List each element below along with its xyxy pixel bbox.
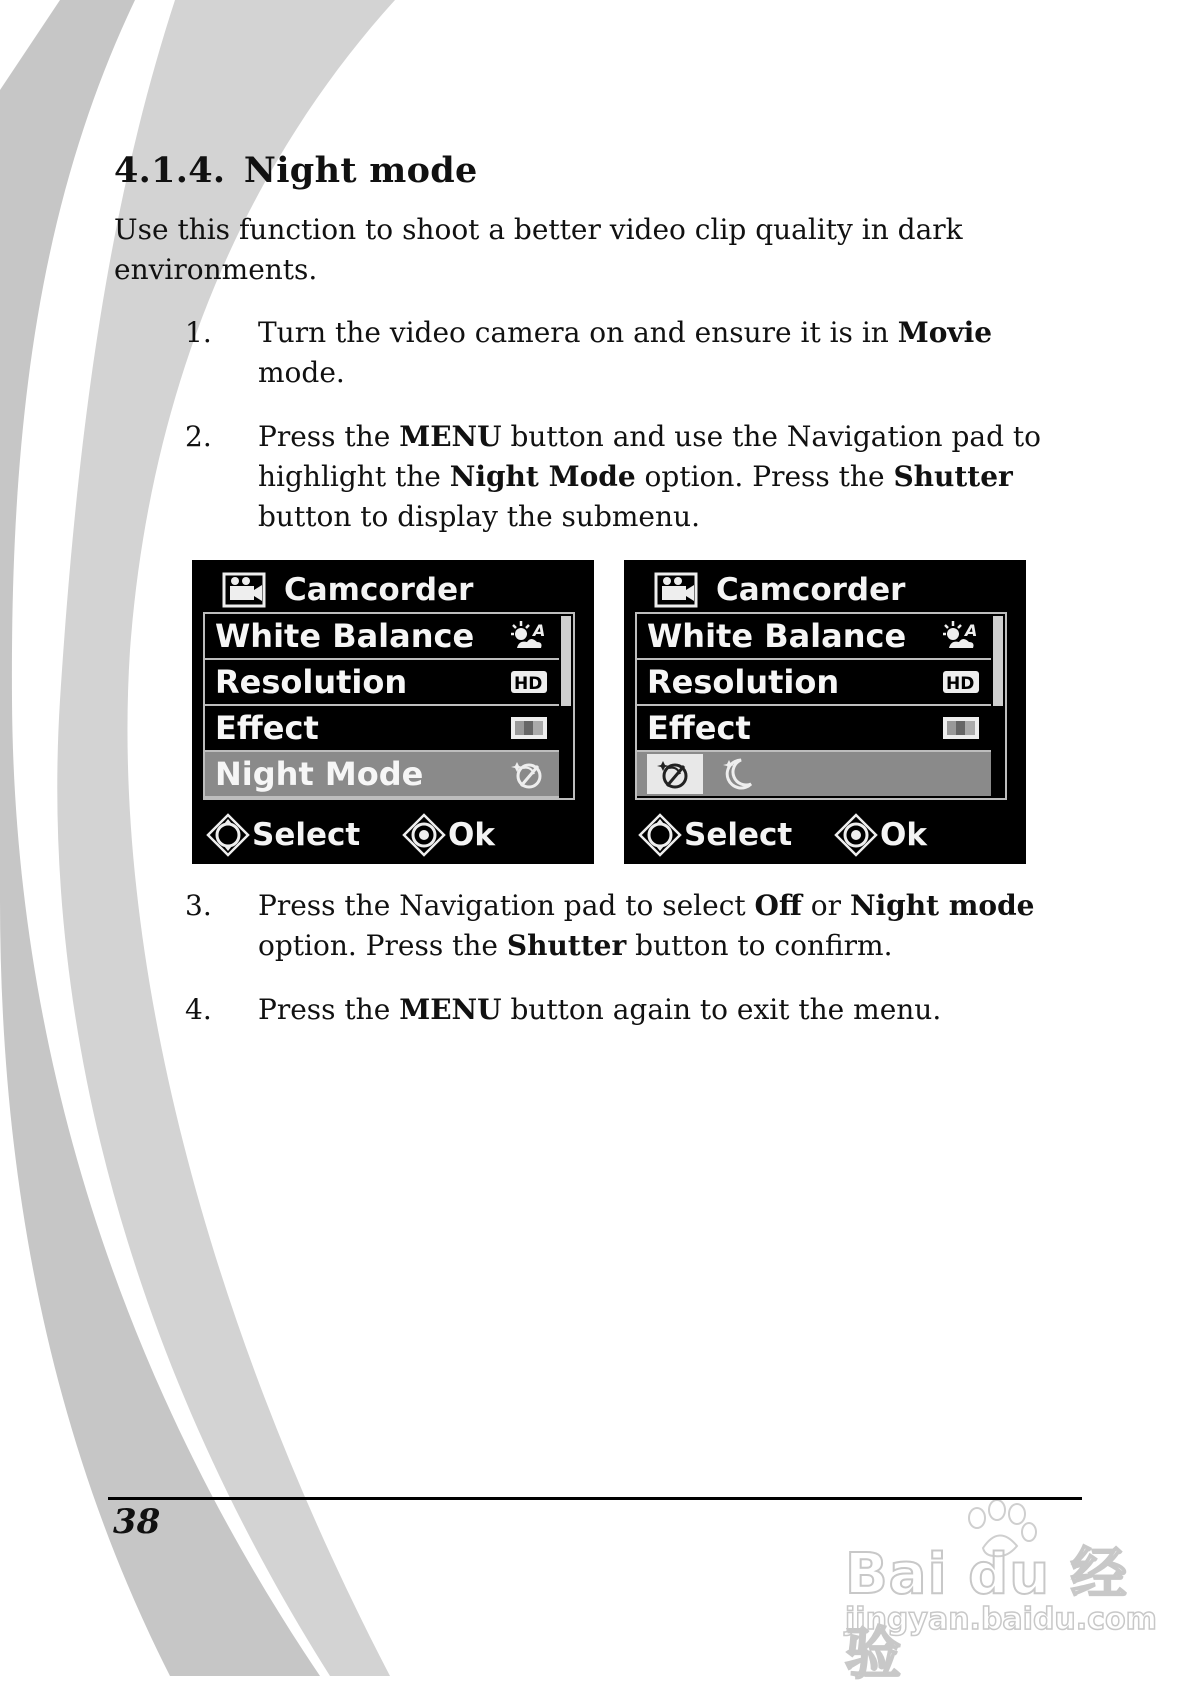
step-text-part: Press the [258, 993, 400, 1026]
effect-icon [941, 710, 981, 746]
navigation-pad-icon [638, 813, 682, 857]
step-text-part: button again to exit the menu. [501, 993, 942, 1026]
step-keyword: Movie [897, 316, 993, 349]
menu-item-label: Night Mode [215, 755, 424, 793]
select-label: Select [252, 817, 361, 853]
section-title [114, 150, 478, 191]
step-text [258, 990, 1058, 1030]
night-mode-off-icon [509, 756, 549, 792]
section-number: 4.1.4. [114, 150, 226, 191]
step-keyword: MENU [399, 993, 502, 1026]
step-text-part: button to confirm. [626, 929, 893, 962]
svg-text:A: A [965, 621, 978, 640]
menu-item-resolution[interactable] [205, 660, 559, 706]
svg-text:A: A [533, 621, 546, 640]
menu-footer [638, 812, 1018, 858]
menu-header [654, 568, 905, 612]
watermark-brand: Bai du 经验 [845, 1542, 1128, 1687]
menu-item-label: White Balance [215, 617, 475, 655]
svg-text:HD: HD [946, 674, 975, 694]
select-label: Select [684, 817, 793, 853]
menu-footer [206, 812, 586, 858]
step-keyword: Night Mode [449, 460, 636, 493]
camera-submenu-screen [624, 560, 1026, 864]
step-number: 3. [185, 889, 212, 922]
step-keyword: Shutter [506, 929, 627, 962]
menu-scrollbar[interactable] [993, 616, 1003, 706]
night-mode-on-icon[interactable] [711, 754, 767, 794]
step-text-part: Turn the video camera on and ensure it is in [258, 316, 898, 349]
step-text-part: or [801, 889, 850, 922]
menu-item-label: Resolution [647, 663, 840, 701]
menu-item-white-balance[interactable] [637, 614, 991, 660]
menu-item-label: Effect [647, 709, 751, 747]
intro-paragraph: Use this function to shoot a better video clip quality in dark environments. [114, 213, 963, 286]
hd-icon [941, 664, 981, 700]
step-text-part: button and use the Navigation pad to highlight the [258, 420, 1042, 493]
step-text-part: option. Press the [635, 460, 894, 493]
svg-text:HD: HD [514, 674, 543, 694]
step-text [258, 886, 1058, 966]
camcorder-icon [222, 572, 266, 608]
camcorder-icon [654, 572, 698, 608]
menu-header-title: Camcorder [284, 572, 474, 608]
menu-header-title: Camcorder [716, 572, 906, 608]
step-text [258, 313, 1058, 393]
step-keyword: Off [754, 889, 802, 922]
night-mode-submenu [637, 752, 991, 796]
step-keyword: MENU [399, 420, 502, 453]
white-balance-auto-icon [509, 618, 549, 654]
navigation-pad-icon [206, 813, 250, 857]
ok-label: Ok [880, 817, 927, 853]
menu-item-label: White Balance [647, 617, 907, 655]
select-hint [638, 812, 792, 858]
menu-item-effect[interactable] [205, 706, 559, 752]
step-text-part: Press the Navigation pad to select [258, 889, 755, 922]
ok-hint [402, 812, 495, 858]
step-number: 4. [185, 993, 212, 1026]
step-text-part: mode. [258, 356, 345, 389]
page-number: 38 [113, 1502, 161, 1542]
ok-button-icon [834, 813, 878, 857]
camera-menu-screen [192, 560, 594, 864]
menu-header [222, 568, 473, 612]
ok-label: Ok [448, 817, 495, 853]
menu-item-resolution[interactable] [637, 660, 991, 706]
step-number: 2. [185, 420, 212, 453]
watermark-url: jingyan.baidu.com [845, 1602, 1157, 1637]
step-text-part: Press the [258, 420, 400, 453]
menu-item-night-mode[interactable] [205, 752, 559, 798]
step-text [258, 417, 1058, 537]
step-text-part: button to display the submenu. [258, 500, 700, 533]
ok-button-icon [402, 813, 446, 857]
step-keyword: Shutter [893, 460, 1013, 493]
menu-item-white-balance[interactable] [205, 614, 559, 660]
menu-item-label: Resolution [215, 663, 408, 701]
night-mode-off-icon[interactable] [647, 754, 703, 794]
menu-item-effect[interactable] [637, 706, 991, 752]
baidu-watermark [845, 1500, 1165, 1687]
section-title-text: Night mode [243, 150, 478, 191]
menu-scrollbar[interactable] [561, 616, 571, 706]
menu-list [635, 612, 1007, 800]
effect-icon [509, 710, 549, 746]
menu-item-label: Effect [215, 709, 319, 747]
white-balance-auto-icon [941, 618, 981, 654]
select-hint [206, 812, 360, 858]
hd-icon [509, 664, 549, 700]
menu-list [203, 612, 575, 800]
step-number: 1. [185, 316, 212, 349]
step-text-part: option. Press the [258, 929, 507, 962]
ok-hint [834, 812, 927, 858]
step-keyword: Night mode [849, 889, 1035, 922]
